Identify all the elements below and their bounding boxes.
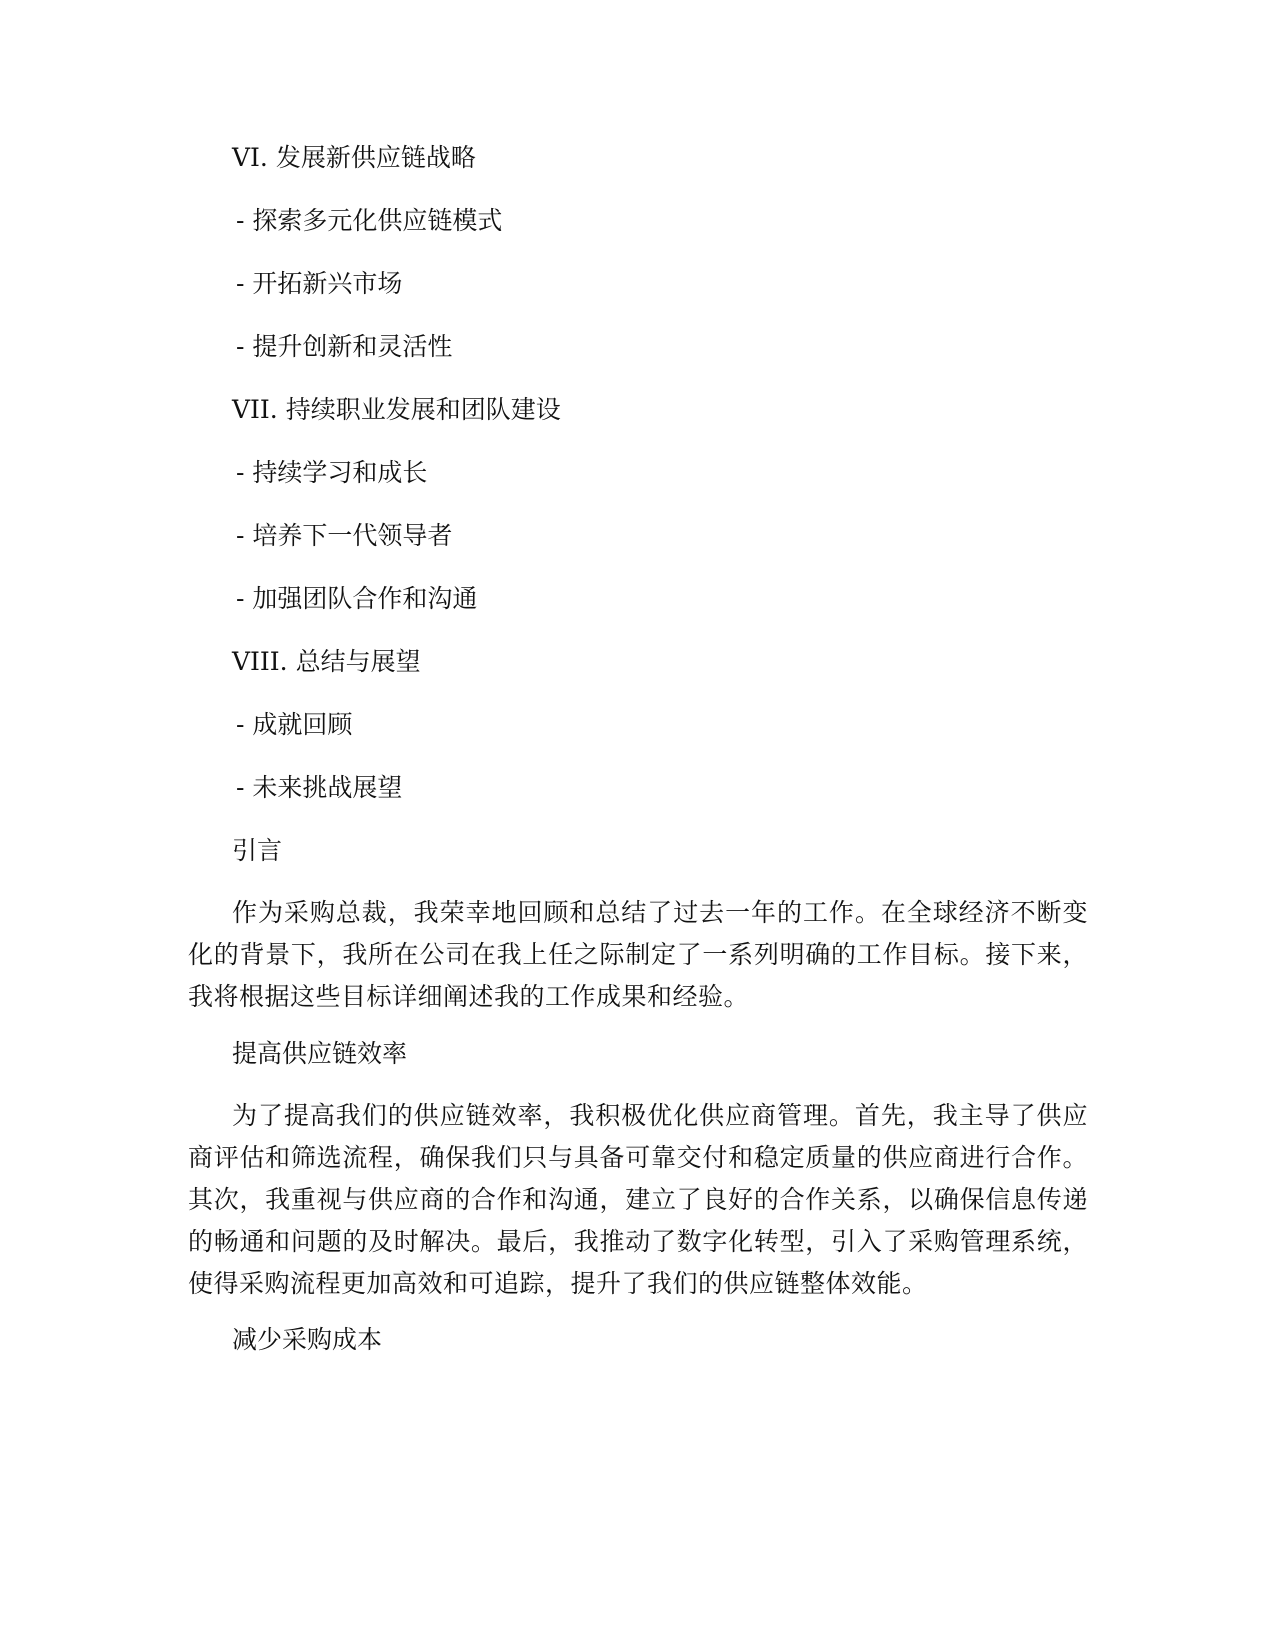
efficiency-heading: 提高供应链效率 bbox=[232, 1039, 408, 1068]
section-6-item-3: - 提升创新和灵活性 bbox=[236, 332, 453, 361]
section-7-item-1: - 持续学习和成长 bbox=[236, 458, 428, 487]
section-7-item-2: - 培养下一代领导者 bbox=[236, 521, 453, 550]
efficiency-paragraph: 为了提高我们的供应链效率，我积极优化供应商管理。首先，我主导了供应商评估和筛选流程，确保我们只与具备可靠交付和稳定质量的供应商进行合作。其次，我重视与供应商的合作和沟通，建立了良好的合作关系，以确保信息传递的畅通和问题的及时解决。最后，我推动了数字化转型，引入了采购管理系统，使得采购流程更加高效和可追踪，提升了我们的供应链整体效能。 bbox=[188, 1101, 1088, 1298]
section-6-title: VI. 发展新供应链战略 bbox=[232, 143, 476, 172]
section-8-title: VIII. 总结与展望 bbox=[232, 647, 421, 676]
section-7-item-3: - 加强团队合作和沟通 bbox=[236, 584, 478, 613]
section-7-title: VII. 持续职业发展和团队建设 bbox=[232, 395, 561, 424]
section-8-item-2: - 未来挑战展望 bbox=[236, 773, 403, 802]
cost-heading: 减少采购成本 bbox=[232, 1325, 383, 1354]
section-6-item-1: - 探索多元化供应链模式 bbox=[236, 206, 503, 235]
section-6-item-2: - 开拓新兴市场 bbox=[236, 269, 403, 298]
intro-paragraph: 作为采购总裁，我荣幸地回顾和总结了过去一年的工作。在全球经济不断变化的背景下，我所在公司在我上任之际制定了一系列明确的工作目标。接下来，我将根据这些目标详细阐述我的工作成果和经验。 bbox=[188, 898, 1088, 1011]
intro-heading: 引言 bbox=[232, 836, 283, 865]
section-8-item-1: - 成就回顾 bbox=[236, 710, 353, 739]
